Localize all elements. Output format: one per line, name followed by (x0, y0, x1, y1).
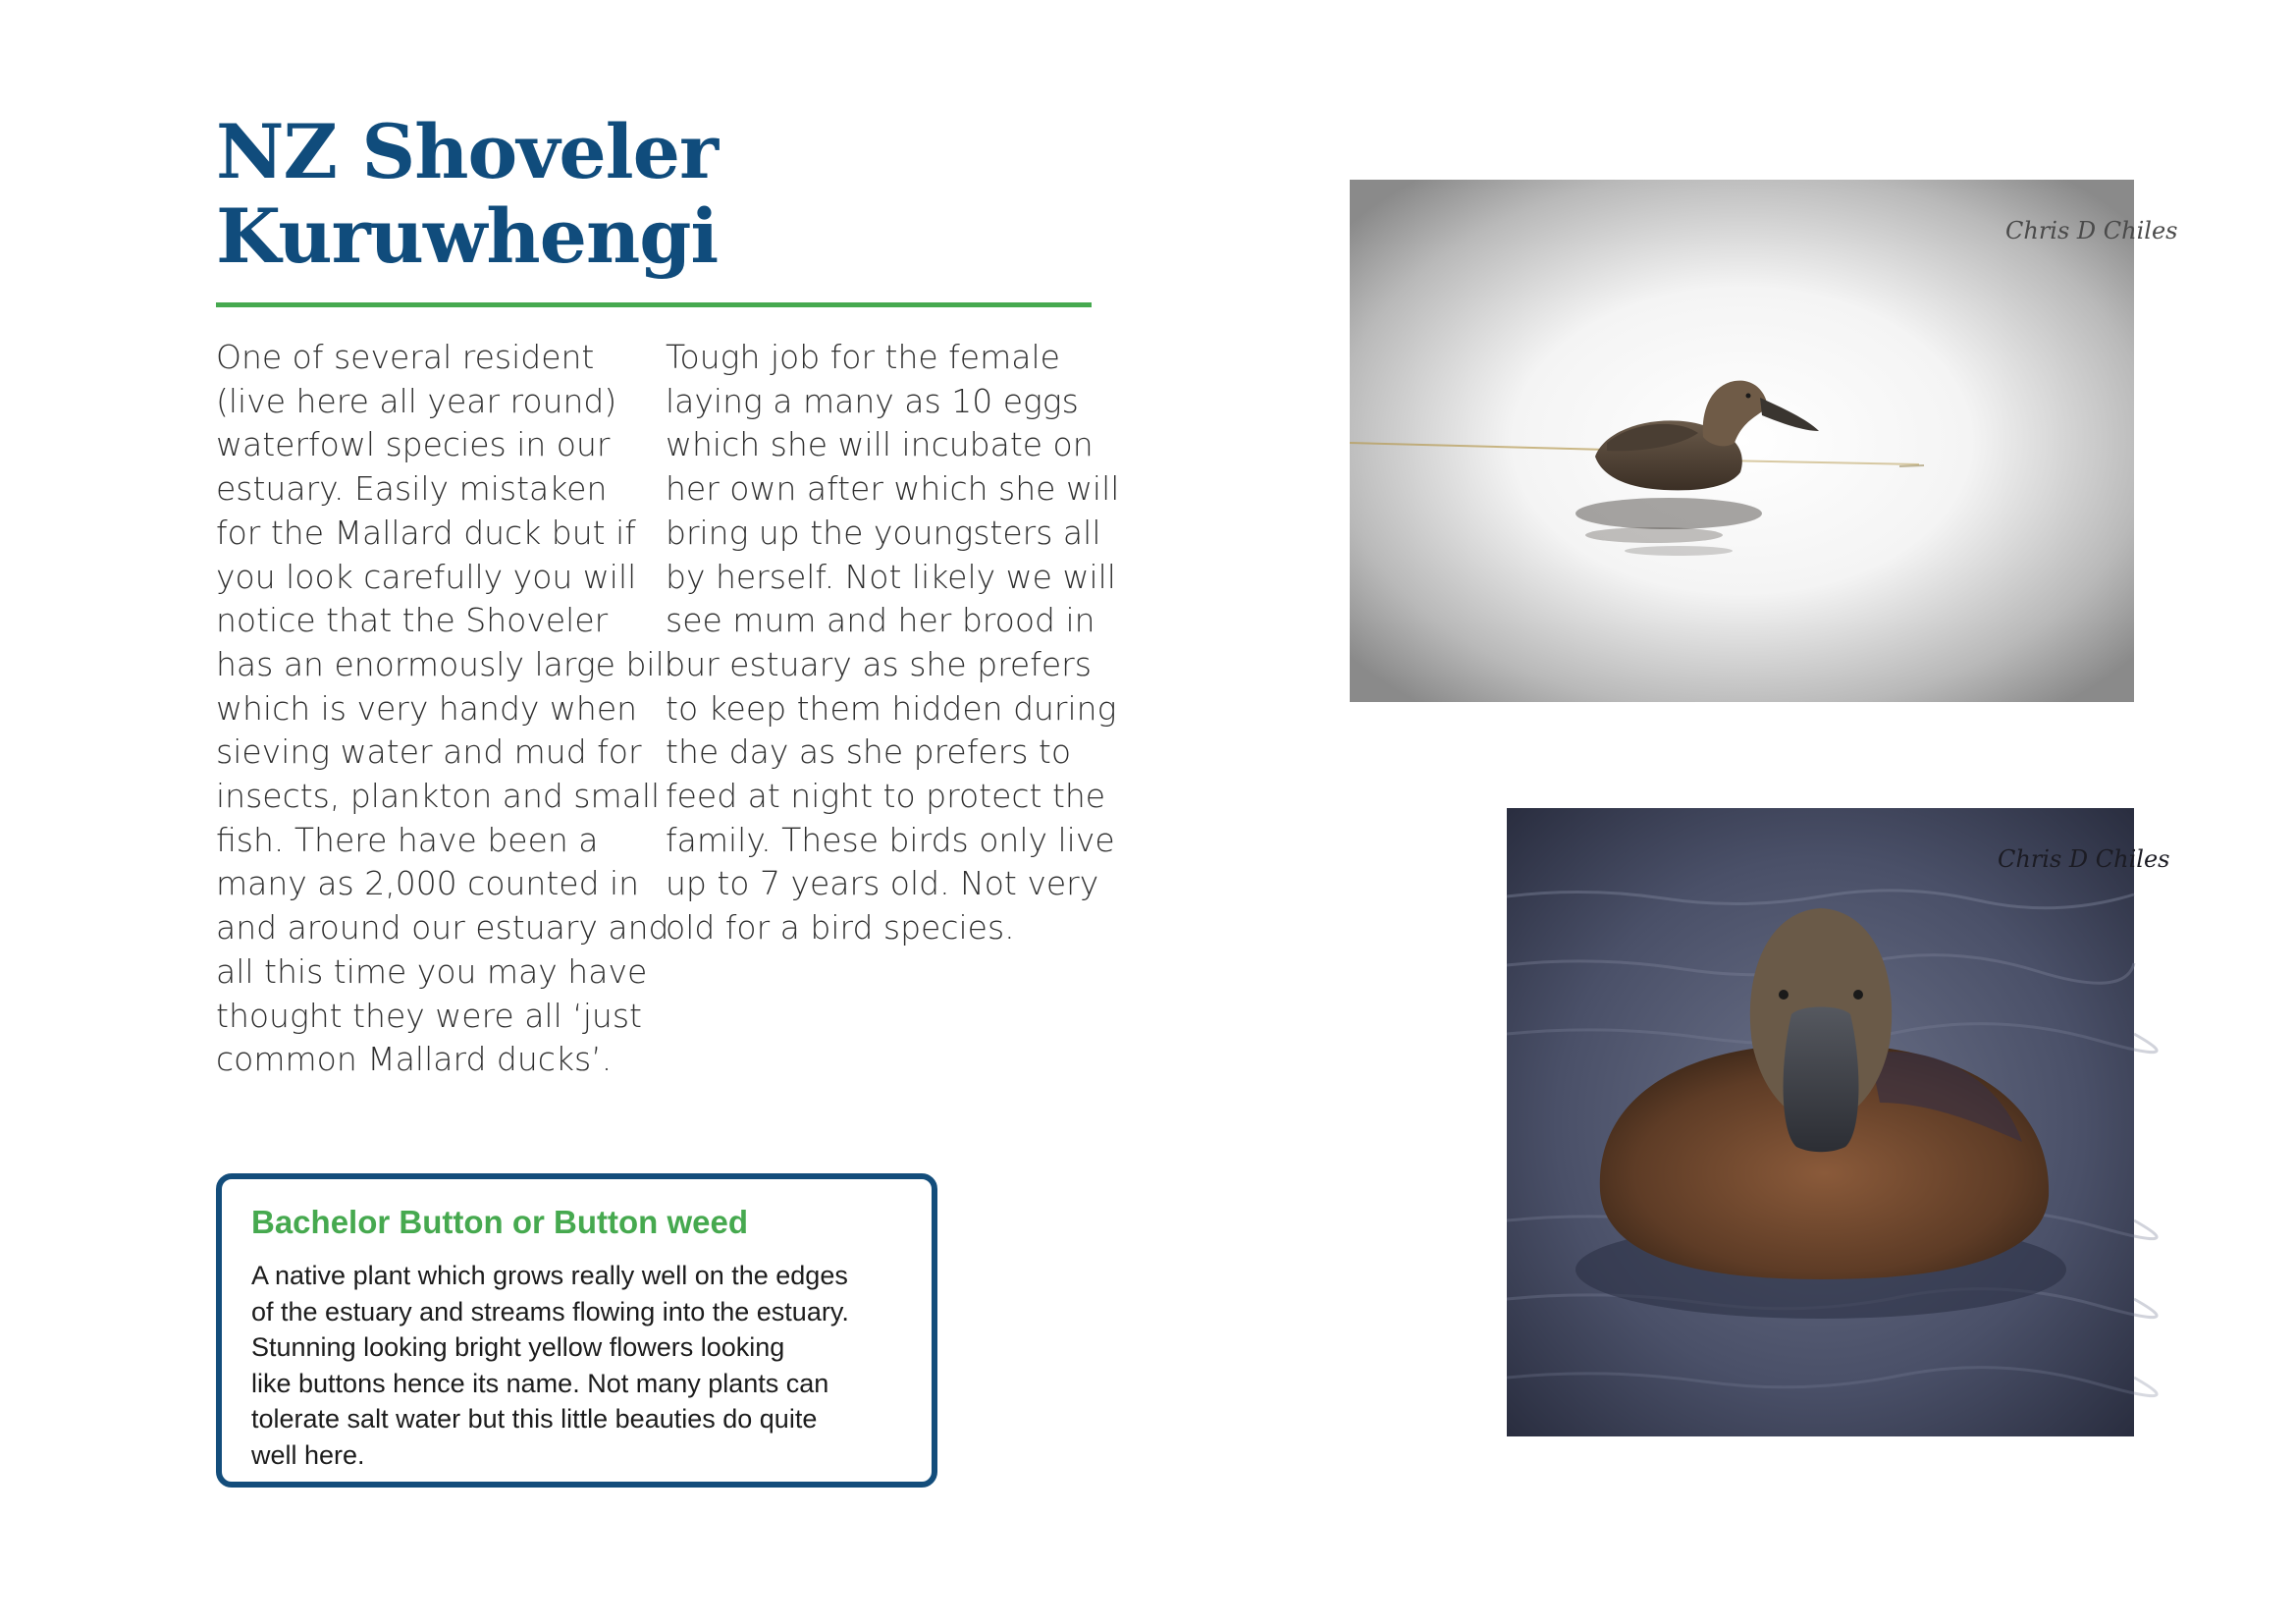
text-line: the day as she prefers to (666, 732, 1072, 772)
text-line: feed at night to protect the (666, 777, 1106, 816)
note-line: like buttons hence its name. Not many plants can (251, 1368, 829, 1398)
text-line: waterfowl species in our (216, 425, 611, 464)
shoveler-front-photo (1507, 808, 2170, 1436)
text-line: up to 7 years old. Not very (666, 864, 1099, 903)
shoveler-side-photo (1350, 180, 2178, 702)
text-line: our estuary as she prefers (666, 644, 1092, 683)
text-line: see mum and her brood in (666, 601, 1095, 640)
text-line: estuary. Easily mistaken (216, 469, 608, 509)
text-line: thought they were all ‘just (216, 996, 642, 1035)
text-line: her own after which she will (666, 469, 1120, 509)
note-line: A native plant which grows really well on the edges (251, 1261, 848, 1290)
text-line: notice that the Shoveler (216, 601, 609, 640)
text-line: (live here all year round) (216, 381, 617, 420)
note-line: well here. (251, 1439, 365, 1470)
text-line: has an enormously large bill (216, 644, 673, 683)
note-line: of the estuary and streams flowing into the estuary. (251, 1296, 849, 1326)
text-line: laying a many as 10 eggs (666, 381, 1079, 420)
text-line: common Mallard ducks’. (216, 1040, 613, 1079)
shoveler-front-image (1507, 808, 2170, 1436)
title-line-english: NZ Shoveler (216, 108, 719, 195)
text-line: to keep them hidden during (666, 688, 1117, 728)
note-line: tolerate salt water but this little beauties do quite (251, 1404, 818, 1434)
text-line: which is very handy when (216, 688, 638, 728)
text-line: fish. There have been a (216, 820, 599, 859)
shoveler-side-image (1350, 180, 2178, 702)
text-line: many as 2,000 counted in (216, 864, 640, 903)
text-line: you look carefully you will (216, 557, 637, 596)
article-column-left (216, 336, 673, 1082)
article-column-right (666, 336, 1120, 950)
text-line: by herself. Not likely we will (666, 557, 1116, 596)
text-line: One of several resident (216, 338, 595, 376)
text-line: insects, plankton and small (216, 777, 661, 816)
text-line: sieving water and mud for (216, 732, 642, 772)
plant-note-box (216, 1173, 937, 1488)
text-line: all this time you may have (216, 951, 648, 991)
page-title (216, 110, 718, 279)
text-line: Tough job for the female (666, 338, 1060, 376)
text-line: and around our estuary and (216, 908, 669, 947)
photo2-watermark: Chris D Chiles (1998, 845, 2170, 873)
note-title: Bachelor Button or Button weed (251, 1204, 748, 1240)
text-line: family. These birds only live (666, 820, 1115, 859)
photo1-watermark: Chris D Chiles (2005, 217, 2178, 244)
text-line: for the Mallard duck but if (216, 513, 636, 552)
note-line: Stunning looking bright yellow flowers looking (251, 1332, 785, 1362)
text-line: which she will incubate on (666, 425, 1094, 464)
title-line-maori: Kuruwhengi (216, 192, 719, 280)
text-line: old for a bird species. (666, 908, 1015, 947)
note-body (251, 1258, 849, 1473)
text-line: bring up the youngsters all (666, 513, 1101, 552)
title-divider (216, 302, 1092, 307)
